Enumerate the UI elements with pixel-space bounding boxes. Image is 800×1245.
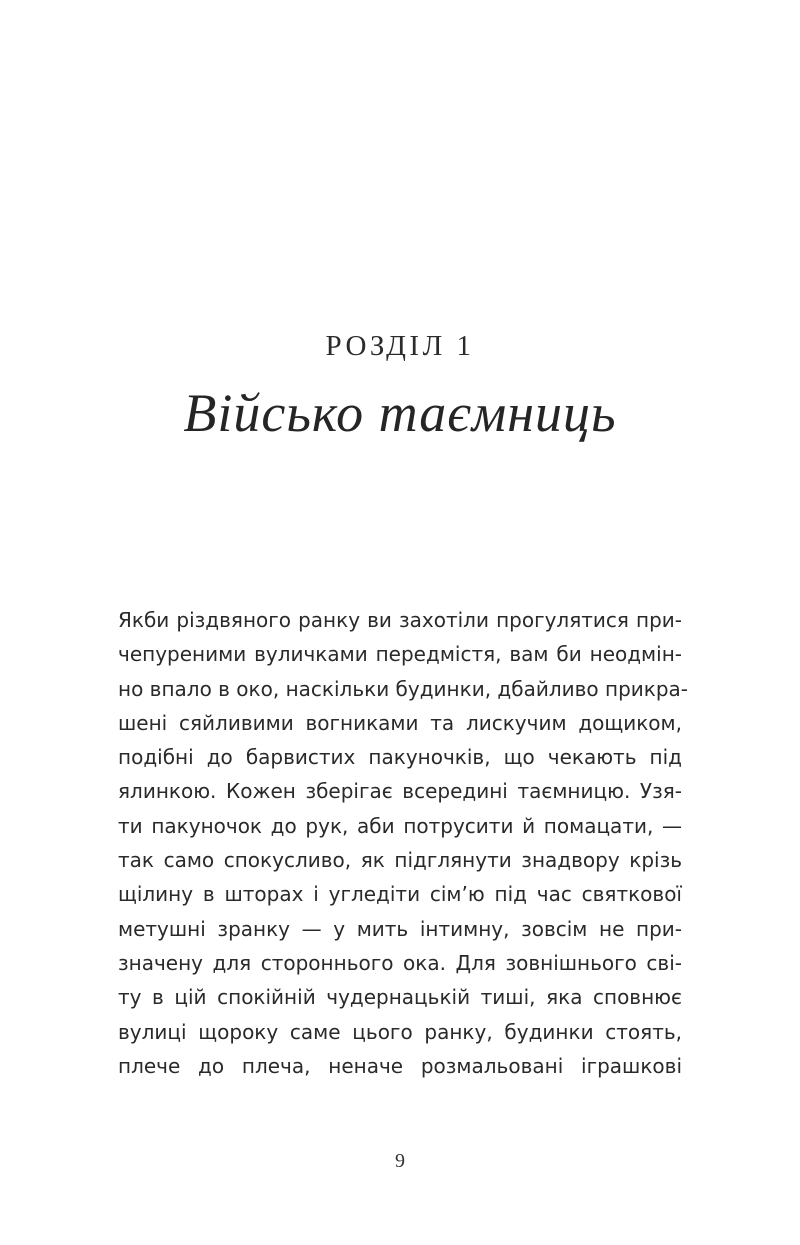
chapter-title: Військо таємниць — [183, 383, 617, 443]
body-line: шені сяйливими вогниками та лискучим дощиком, — [118, 710, 682, 735]
body-line: вулиці щороку саме цього ранку, будинки стоять, — [118, 1019, 682, 1044]
body-line: но впало в око, наскільки будинки, дбайливо прикра- — [118, 676, 689, 701]
body-line: Якби різдвяного ранку ви захотіли прогулятися при- — [118, 608, 682, 632]
body-line: так само спокусливо, як підглянути знадвору крізь — [118, 848, 682, 873]
body-line: плече до плеча, неначе розмальовані іграшкові — [118, 1053, 682, 1078]
body-line: ту в цій спокійній чудернацькій тиші, яка сповнює — [118, 985, 682, 1010]
chapter-label: РОЗДІЛ 1 — [325, 330, 475, 362]
body-line: метушні зранку — у мить інтимну, зовсім не при- — [118, 916, 682, 941]
body-line: подібні до барвистих пакуночків, що чекають під — [118, 745, 682, 770]
body-paragraph — [118, 603, 689, 1083]
body-line: чепуреними вуличками передмістя, вам би неодмін- — [118, 642, 682, 667]
body-line: ти пакуночок до рук, аби потрусити й помацати, — — [118, 813, 682, 838]
body-line: ялинкою. Кожен зберігає всередині таємницю. Узя- — [118, 779, 682, 804]
body-line: значену для стороннього ока. Для зовнішнього сві- — [118, 950, 682, 975]
page-number: 9 — [395, 1150, 405, 1172]
body-line: щілину в шторах і угледіти сім’ю під час святкової — [118, 882, 682, 907]
